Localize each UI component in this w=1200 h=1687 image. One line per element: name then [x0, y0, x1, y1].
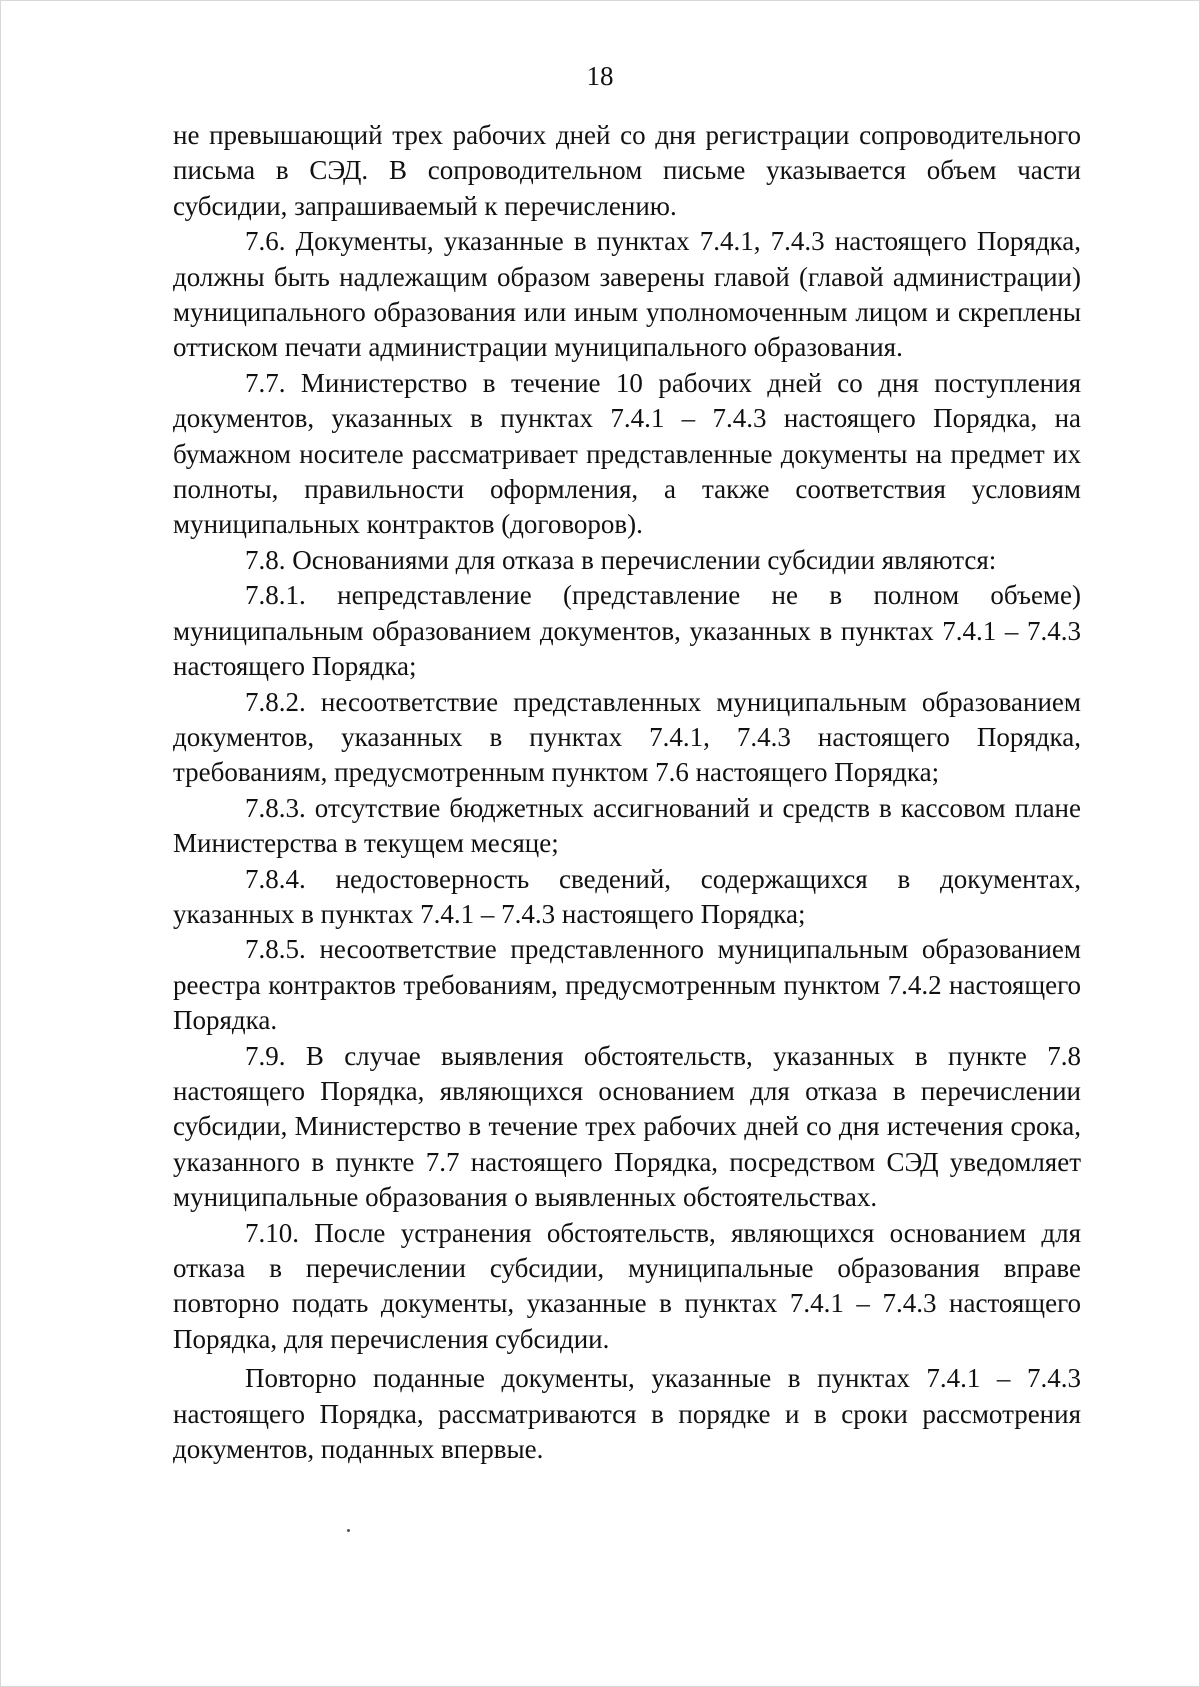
- paragraph-7-8-5: 7.8.5. несоответствие представленного муниципальным образованием реестра контрактов требованиям, предусмотренным пунктом 7.4.2 настоящего Порядка.: [173, 934, 1081, 1036]
- scan-speck: [347, 1529, 350, 1532]
- paragraph-7-8: 7.8. Основаниями для отказа в перечислении субсидии являются:: [245, 544, 997, 575]
- paragraph-7-8-3: 7.8.3. отсутствие бюджетных ассигнований и средств в кассовом плане Министерства в текущем месяце;: [173, 792, 1081, 859]
- page-number: 18: [586, 61, 614, 91]
- paragraph-7-6: 7.6. Документы, указанные в пунктах 7.4.1, 7.4.3 настоящего Порядка, должны быть надлежащим образом заверены главой (главой администрации) муниципального образования или иным уполномоченным лицом и скреплены оттиском печати администрации муниципального образования.: [173, 226, 1081, 363]
- document-body: [173, 118, 1081, 1467]
- paragraph-7-9: 7.9. В случае выявления обстоятельств, указанных в пункте 7.8 настоящего Порядка, являющихся основанием для отказа в перечислении субсидии, Министерство в течение трех рабочих дней со дня истечения срока, указанного в пункте 7.7 настоящего Порядка, посредством СЭД уведомляет муниципальные образования о выявленных обстоятельствах.: [173, 1040, 1081, 1213]
- paragraph-7-8-4: 7.8.4. недостоверность сведений, содержащихся в документах, указанных в пунктах 7.4.1 – 7.4.3 настоящего Порядка;: [173, 863, 1081, 929]
- paragraph-continuation: не превышающий трех рабочих дней со дня регистрации сопроводительного письма в СЭД. В сопроводительном письме указывается объем части субсидии, запрашиваемый к перечислению.: [173, 120, 1081, 221]
- paragraph-7-8-1: 7.8.1. непредставление (представление не в полном объеме) муниципальным образованием документов, указанных в пунктах 7.4.1 – 7.4.3 настоящего Порядка;: [173, 580, 1081, 682]
- paragraph-7-8-2: 7.8.2. несоответствие представленных муниципальным образованием документов, указанных в пунктах 7.4.1, 7.4.3 настоящего Порядка, требованиям, предусмотренным пунктом 7.6 настоящего Порядка;: [173, 686, 1081, 788]
- paragraph-7-7: 7.7. Министерство в течение 10 рабочих дней со дня поступления документов, указанных в пунктах 7.4.1 – 7.4.3 настоящего Порядка, на бумажном носителе рассматривает представленные документы на предмет их полноты, правильности оформления, а также соответствия условиям муниципальных контрактов (договоров).: [173, 367, 1081, 540]
- paragraph-resubmission: Повторно поданные документы, указанные в пунктах 7.4.1 – 7.4.3 настоящего Порядка, рассматриваются в порядке и в сроки рассмотрения документов, поданных впервые.: [173, 1363, 1081, 1465]
- paragraph-7-10: 7.10. После устранения обстоятельств, являющихся основанием для отказа в перечислении субсидии, муниципальные образования вправе повторно подать документы, указанные в пунктах 7.4.1 – 7.4.3 настоящего Порядка, для перечисления субсидии.: [173, 1217, 1081, 1354]
